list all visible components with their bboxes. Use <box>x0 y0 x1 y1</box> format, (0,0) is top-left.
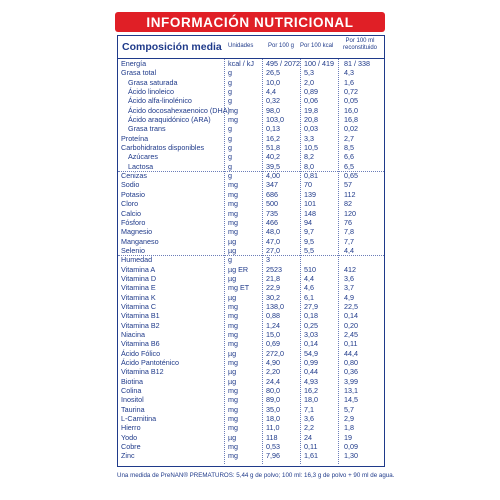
value-per-100g: 89,0 <box>266 395 280 405</box>
value-per-100g: 21,8 <box>266 273 280 283</box>
value-per-100kcal: 0,44 <box>304 367 318 377</box>
table-row <box>118 330 384 339</box>
value-per-100g: 4,00 <box>266 171 280 181</box>
table-row <box>118 433 384 442</box>
nutrient-name: Vitamina D <box>121 273 157 283</box>
value-per-100kcal: 101 <box>304 199 316 209</box>
value-per-100ml: 0,36 <box>344 367 358 377</box>
value-per-100ml: 4,9 <box>344 292 354 302</box>
unit-cell: mg <box>228 404 238 414</box>
table-title: Composición media <box>122 41 222 53</box>
value-per-100g: 18,0 <box>266 414 280 424</box>
value-per-100kcal: 9,7 <box>304 227 314 237</box>
nutrient-name: Niacina <box>121 329 145 339</box>
table-row <box>118 134 384 143</box>
value-per-100ml: 0,14 <box>344 311 358 321</box>
table-row <box>118 218 384 227</box>
value-per-100ml: 19 <box>344 432 352 442</box>
value-per-100kcal: 100 / 419 <box>304 59 334 68</box>
col-header-per-100kcal: Por 100 kcal <box>300 43 334 49</box>
unit-cell: g <box>228 255 232 265</box>
value-per-100g: 4,90 <box>266 358 280 367</box>
value-per-100ml: 8,5 <box>344 143 354 153</box>
nutrient-name: Hierro <box>121 423 141 433</box>
unit-cell: mg <box>228 105 238 115</box>
value-per-100g: 500 <box>266 199 278 209</box>
nutrient-name: Taurina <box>121 404 145 414</box>
value-per-100kcal: 8,2 <box>304 152 314 162</box>
nutrient-name: Vitamina E <box>121 283 156 293</box>
nutrient-name: Vitamina B12 <box>121 367 164 377</box>
nutrient-name: Selenio <box>121 245 145 255</box>
table-row <box>118 115 384 124</box>
unit-cell: mg <box>228 442 238 452</box>
table-row <box>118 293 384 302</box>
value-per-100ml: 3,6 <box>344 273 354 283</box>
value-per-100kcal: 3,03 <box>304 329 318 339</box>
value-per-100kcal: 10,5 <box>304 143 318 153</box>
value-per-100g: 39,5 <box>266 161 280 171</box>
table-row <box>118 124 384 133</box>
table-row <box>118 405 384 414</box>
value-per-100g: 10,0 <box>266 77 280 87</box>
table-row <box>118 209 384 218</box>
value-per-100g: 495 / 2072 <box>266 59 300 68</box>
value-per-100kcal: 0,25 <box>304 320 318 330</box>
nutrient-name: Ácido Pantoténico <box>121 358 179 367</box>
unit-cell: µg <box>228 292 237 302</box>
unit-cell: mg <box>228 358 238 367</box>
table-row <box>118 386 384 395</box>
table-row <box>118 414 384 423</box>
value-per-100g: 118 <box>266 432 278 442</box>
value-per-100g: 24,4 <box>266 376 280 386</box>
nutrient-name: Vitamina B1 <box>121 311 160 321</box>
value-per-100ml: 3,99 <box>344 376 358 386</box>
nutrition-banner: INFORMACIÓN NUTRICIONAL <box>115 12 385 32</box>
table-row <box>118 171 384 180</box>
table-row <box>118 442 384 451</box>
table-row <box>118 143 384 152</box>
value-per-100ml: 120 <box>344 208 356 218</box>
nutrient-name: Ácido araquidónico (ARA) <box>128 115 211 125</box>
col-header-per-100ml-line2: reconstituido <box>342 44 378 51</box>
unit-cell: µg <box>228 273 237 283</box>
value-per-100g: 35,0 <box>266 404 280 414</box>
unit-cell: µg <box>228 348 237 358</box>
unit-cell: g <box>228 96 232 106</box>
value-per-100ml: 1,8 <box>344 423 354 433</box>
value-per-100g: 686 <box>266 189 278 199</box>
table-row <box>118 227 384 236</box>
unit-cell: mg <box>228 199 238 209</box>
value-per-100g: 7,96 <box>266 451 280 461</box>
value-per-100ml: 3,7 <box>344 283 354 293</box>
value-per-100g: 98,0 <box>266 105 280 115</box>
value-per-100ml: 6,5 <box>344 161 354 171</box>
value-per-100ml: 0,11 <box>344 339 358 349</box>
nutrient-name: Vitamina C <box>121 301 157 311</box>
value-per-100kcal: 0,06 <box>304 96 318 106</box>
value-per-100kcal: 70 <box>304 180 312 190</box>
value-per-100ml: 2,45 <box>344 329 358 339</box>
value-per-100g: 22,9 <box>266 283 280 293</box>
value-per-100ml: 0,09 <box>344 442 358 452</box>
value-per-100g: 26,5 <box>266 68 280 78</box>
value-per-100kcal: 24 <box>304 432 312 442</box>
value-per-100ml: 44,4 <box>344 348 358 358</box>
unit-cell: g <box>228 124 232 134</box>
nutrient-name: Ácido Fólico <box>121 348 161 358</box>
table-row <box>118 78 384 87</box>
value-per-100g: 16,2 <box>266 133 280 143</box>
nutrient-name: Calcio <box>121 208 141 218</box>
nutrient-name: Potasio <box>121 189 145 199</box>
nutrient-name: Yodo <box>121 432 138 442</box>
unit-cell: mg <box>228 180 238 190</box>
table-row <box>118 255 384 264</box>
nutrient-name: Proteína <box>121 133 149 143</box>
table-row <box>118 395 384 404</box>
value-per-100kcal: 2,0 <box>304 77 314 87</box>
nutrient-name: Lactosa <box>128 161 154 171</box>
value-per-100ml: 81 / 338 <box>344 59 370 68</box>
table-row <box>118 180 384 189</box>
value-per-100ml: 5,7 <box>344 404 354 414</box>
table-row <box>118 106 384 115</box>
nutrient-name: Cloro <box>121 199 139 209</box>
value-per-100g: 1,24 <box>266 320 280 330</box>
table-row <box>118 423 384 432</box>
unit-cell: mg <box>228 329 238 339</box>
value-per-100ml: 112 <box>344 189 356 199</box>
value-per-100kcal: 3,6 <box>304 414 314 424</box>
nutrient-name: Grasa total <box>121 68 157 78</box>
value-per-100kcal: 8,0 <box>304 161 314 171</box>
value-per-100ml: 0,02 <box>344 124 358 134</box>
table-body <box>118 59 384 461</box>
col-header-per-100ml <box>338 38 382 51</box>
value-per-100g: 2,20 <box>266 367 280 377</box>
value-per-100kcal: 6,1 <box>304 292 314 302</box>
unit-cell: mg ET <box>228 283 250 293</box>
value-per-100ml: 0,80 <box>344 358 358 367</box>
table-row <box>118 87 384 96</box>
nutrient-name: Cenizas <box>121 171 147 181</box>
unit-cell: g <box>228 77 232 87</box>
value-per-100g: 103,0 <box>266 115 284 125</box>
nutrient-name: Vitamina K <box>121 292 156 302</box>
nutrient-name: Magnesio <box>121 227 153 237</box>
value-per-100ml: 13,1 <box>344 386 358 396</box>
nutrition-table <box>117 35 385 467</box>
unit-cell: mg <box>228 414 238 424</box>
value-per-100g: 15,0 <box>266 329 280 339</box>
value-per-100ml: 14,5 <box>344 395 358 405</box>
table-row <box>118 311 384 320</box>
nutrient-name: Sodio <box>121 180 140 190</box>
col-header-per-100ml-line1: Por 100 ml <box>345 38 375 44</box>
value-per-100g: 11,0 <box>266 423 280 433</box>
table-row <box>118 246 384 255</box>
value-per-100g: 51,8 <box>266 143 280 153</box>
value-per-100g: 30,2 <box>266 292 280 302</box>
col-header-unidades: Unidades <box>228 43 254 49</box>
value-per-100ml: 0,05 <box>344 96 358 106</box>
nutrient-name: L-Carnitina <box>121 414 157 424</box>
value-per-100kcal: 27,9 <box>304 301 318 311</box>
value-per-100ml: 0,20 <box>344 320 358 330</box>
nutrient-name: Energía <box>121 59 147 68</box>
unit-cell: g <box>228 68 232 78</box>
value-per-100ml: 2,7 <box>344 133 354 143</box>
table-row <box>118 162 384 171</box>
unit-cell: mg <box>228 339 238 349</box>
value-per-100g: 0,53 <box>266 442 280 452</box>
value-per-100kcal: 4,4 <box>304 273 314 283</box>
table-row <box>118 199 384 208</box>
value-per-100kcal: 0,11 <box>304 442 318 452</box>
unit-cell: µg <box>228 236 237 246</box>
unit-cell: µg <box>228 367 237 377</box>
nutrient-name: Grasa saturada <box>128 77 178 87</box>
table-row <box>118 367 384 376</box>
unit-cell: mg <box>228 386 238 396</box>
value-per-100g: 47,0 <box>266 236 280 246</box>
value-per-100kcal: 2,2 <box>304 423 314 433</box>
table-row <box>118 283 384 292</box>
value-per-100ml: 16,0 <box>344 105 358 115</box>
value-per-100kcal: 5,3 <box>304 68 314 78</box>
value-per-100g: 347 <box>266 180 278 190</box>
table-row <box>118 339 384 348</box>
footnote: Una medida de PreNAN® PREMATUROS: 5,44 g de polvo; 100 ml: 16,3 g de polvo + 90 ml de agua. <box>117 472 395 479</box>
unit-cell: mg <box>228 227 238 237</box>
value-per-100g: 735 <box>266 208 278 218</box>
value-per-100g: 0,69 <box>266 339 280 349</box>
col-header-per-100g: Por 100 g <box>268 43 295 49</box>
value-per-100g: 138,0 <box>266 301 284 311</box>
table-row <box>118 190 384 199</box>
unit-cell: g <box>228 133 232 143</box>
value-per-100ml: 0,65 <box>344 171 358 181</box>
value-per-100kcal: 0,89 <box>304 87 318 97</box>
nutrient-name: Cobre <box>121 442 141 452</box>
value-per-100ml: 6,6 <box>344 152 354 162</box>
value-per-100kcal: 3,3 <box>304 133 314 143</box>
unit-cell: mg <box>228 320 238 330</box>
nutrient-name: Vitamina B6 <box>121 339 160 349</box>
value-per-100ml: 4,3 <box>344 68 354 78</box>
value-per-100ml: 16,8 <box>344 115 358 125</box>
value-per-100ml: 0,72 <box>344 87 358 97</box>
unit-cell: mg <box>228 301 238 311</box>
value-per-100ml: 412 <box>344 264 356 274</box>
unit-cell: µg <box>228 432 237 442</box>
value-per-100ml: 4,4 <box>344 245 354 255</box>
section-divider <box>118 255 384 256</box>
value-per-100kcal: 5,5 <box>304 245 314 255</box>
value-per-100g: 48,0 <box>266 227 280 237</box>
unit-cell: mg <box>228 451 238 461</box>
unit-cell: µg <box>228 376 237 386</box>
unit-cell: g <box>228 87 232 97</box>
value-per-100kcal: 0,81 <box>304 171 318 181</box>
value-per-100kcal: 18,0 <box>304 395 318 405</box>
value-per-100kcal: 148 <box>304 208 316 218</box>
nutrient-name: Carbohidratos disponibles <box>121 143 205 153</box>
value-per-100kcal: 0,14 <box>304 339 318 349</box>
value-per-100kcal: 510 <box>304 264 316 274</box>
nutrient-name: Colina <box>121 386 142 396</box>
value-per-100g: 27,0 <box>266 245 280 255</box>
value-per-100kcal: 4,93 <box>304 376 318 386</box>
value-per-100kcal: 20,8 <box>304 115 318 125</box>
table-row <box>118 377 384 386</box>
value-per-100ml: 22,5 <box>344 301 358 311</box>
unit-cell: mg <box>228 208 238 218</box>
value-per-100g: 0,13 <box>266 124 280 134</box>
table-header <box>118 36 384 59</box>
nutrient-name: Grasa trans <box>128 124 166 134</box>
value-per-100g: 3 <box>266 255 270 265</box>
table-row <box>118 96 384 105</box>
nutrient-name: Ácido docosahexaenoico (DHA) <box>128 105 230 115</box>
value-per-100g: 466 <box>266 217 278 227</box>
nutrient-name: Vitamina A <box>121 264 156 274</box>
unit-cell: mg <box>228 395 238 405</box>
table-row <box>118 274 384 283</box>
value-per-100kcal: 139 <box>304 189 316 199</box>
value-per-100ml: 57 <box>344 180 352 190</box>
value-per-100kcal: 7,1 <box>304 404 314 414</box>
value-per-100kcal: 16,2 <box>304 386 318 396</box>
value-per-100ml: 7,7 <box>344 236 354 246</box>
unit-cell: mg <box>228 217 238 227</box>
value-per-100kcal: 0,03 <box>304 124 318 134</box>
value-per-100g: 0,32 <box>266 96 280 106</box>
section-divider <box>118 171 384 172</box>
table-row <box>118 59 384 68</box>
value-per-100ml: 76 <box>344 217 352 227</box>
value-per-100kcal: 0,99 <box>304 358 318 367</box>
nutrient-name: Vitamina B2 <box>121 320 160 330</box>
value-per-100g: 0,88 <box>266 311 280 321</box>
value-per-100kcal: 1,61 <box>304 451 318 461</box>
value-per-100g: 4,4 <box>266 87 276 97</box>
nutrient-name: Humedad <box>121 255 153 265</box>
nutrient-name: Ácido alfa-linolénico <box>128 96 192 106</box>
table-row <box>118 321 384 330</box>
table-row <box>118 358 384 367</box>
table-row <box>118 302 384 311</box>
value-per-100g: 40,2 <box>266 152 280 162</box>
value-per-100kcal: 19,8 <box>304 105 318 115</box>
table-row <box>118 349 384 358</box>
nutrient-name: Zinc <box>121 451 135 461</box>
value-per-100kcal: 4,6 <box>304 283 314 293</box>
value-per-100ml: 82 <box>344 199 352 209</box>
table-row <box>118 265 384 274</box>
unit-cell: kcal / kJ <box>228 59 254 68</box>
value-per-100ml: 2,9 <box>344 414 354 424</box>
value-per-100kcal: 9,5 <box>304 236 314 246</box>
nutrient-name: Manganeso <box>121 236 159 246</box>
unit-cell: mg <box>228 189 238 199</box>
value-per-100kcal: 54,9 <box>304 348 318 358</box>
value-per-100kcal: 94 <box>304 217 312 227</box>
unit-cell: µg ER <box>228 264 249 274</box>
unit-cell: g <box>228 152 232 162</box>
table-row <box>118 451 384 460</box>
table-row <box>118 152 384 161</box>
table-row <box>118 237 384 246</box>
value-per-100g: 272,0 <box>266 348 284 358</box>
nutrient-name: Inositol <box>121 395 144 405</box>
value-per-100kcal: 0,18 <box>304 311 318 321</box>
value-per-100ml: 7,8 <box>344 227 354 237</box>
unit-cell: g <box>228 161 232 171</box>
unit-cell: mg <box>228 115 238 125</box>
nutrient-name: Biotina <box>121 376 143 386</box>
value-per-100ml: 1,30 <box>344 451 358 461</box>
table-row <box>118 68 384 77</box>
unit-cell: g <box>228 143 232 153</box>
value-per-100ml: 1,6 <box>344 77 354 87</box>
nutrient-name: Ácido linoleico <box>128 87 174 97</box>
unit-cell: mg <box>228 311 238 321</box>
unit-cell: mg <box>228 423 238 433</box>
unit-cell: µg <box>228 245 237 255</box>
value-per-100g: 2523 <box>266 264 282 274</box>
value-per-100g: 80,0 <box>266 386 280 396</box>
nutrient-name: Fósforo <box>121 217 146 227</box>
nutrient-name: Azúcares <box>128 152 158 162</box>
unit-cell: g <box>228 171 232 181</box>
